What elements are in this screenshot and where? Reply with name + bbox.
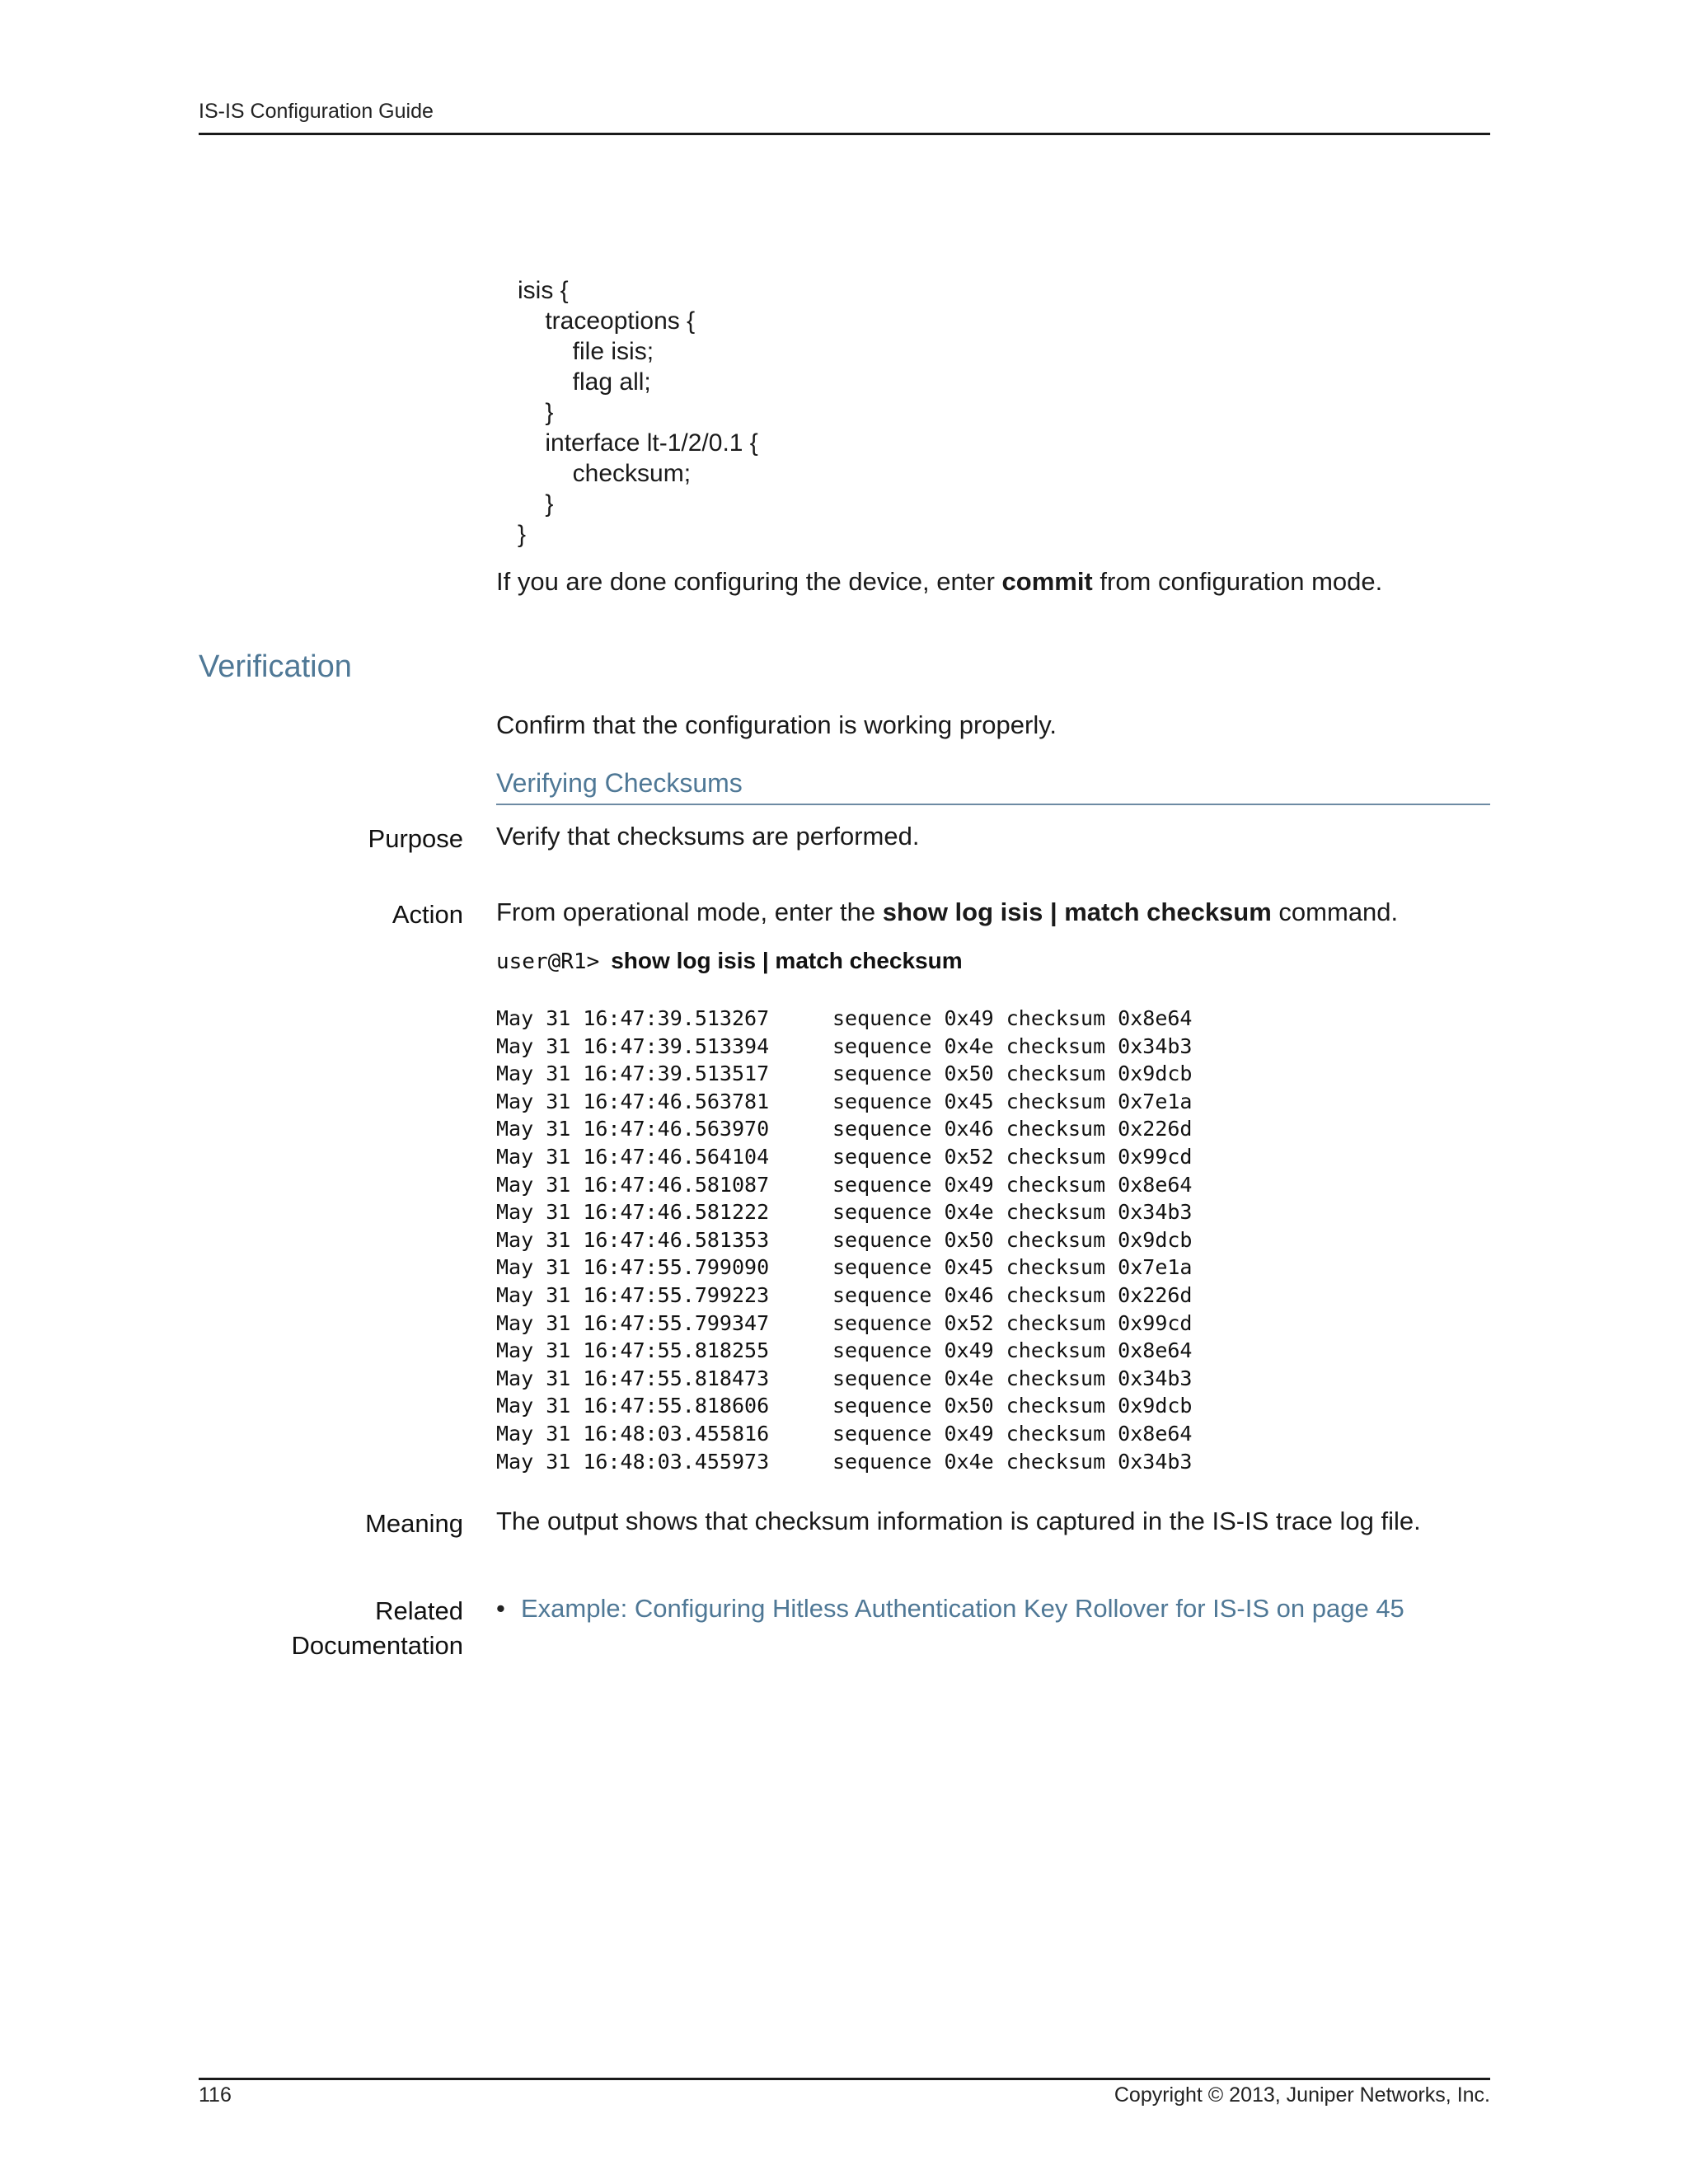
code-line: }: [518, 399, 554, 426]
page-number: 116: [199, 2083, 232, 2107]
action-label: Action: [392, 900, 463, 929]
cli-command-line: [496, 948, 963, 974]
bullet: •: [496, 1594, 505, 1623]
meaning-text: The output shows that checksum information is captured in the IS-IS trace log file.: [496, 1507, 1421, 1535]
code-line: interface lt-1/2/0.1 {: [518, 429, 758, 457]
purpose-text: Verify that checksums are performed.: [496, 822, 920, 851]
log-line: May 31 16:47:46.563970 sequence 0x46 checksum 0x226d: [496, 1117, 1193, 1141]
log-line: May 31 16:47:46.581353 sequence 0x50 checksum 0x9dcb: [496, 1227, 1193, 1252]
config-code-block: [518, 275, 758, 550]
log-line: May 31 16:47:55.818255 sequence 0x49 checksum 0x8e64: [496, 1338, 1193, 1363]
header-rule: [199, 133, 1490, 135]
log-output: [496, 1005, 1193, 1475]
footer-rule: [199, 2078, 1490, 2080]
code-line: traceoptions {: [518, 307, 696, 335]
meaning-label: Meaning: [365, 1509, 463, 1538]
log-line: May 31 16:47:55.799090 sequence 0x45 checksum 0x7e1a: [496, 1255, 1193, 1280]
commit-text-before: If you are done configuring the device, enter: [496, 567, 1002, 596]
log-line: May 31 16:48:03.455973 sequence 0x4e checksum 0x34b3: [496, 1449, 1193, 1474]
related-documentation-label: [199, 1594, 463, 1663]
log-line: May 31 16:47:55.799347 sequence 0x52 checksum 0x99cd: [496, 1310, 1193, 1335]
cli-prompt: user@R1>: [496, 949, 600, 974]
verifying-checksums-heading: Verifying Checksums: [496, 768, 743, 798]
cli-typed-command: show log isis | match checksum: [611, 948, 963, 973]
log-line: May 31 16:47:55.818606 sequence 0x50 checksum 0x9dcb: [496, 1394, 1193, 1418]
log-line: May 31 16:47:55.799223 sequence 0x46 checksum 0x226d: [496, 1282, 1193, 1307]
related-documentation-list: [496, 1594, 1404, 1624]
copyright-notice: Copyright © 2013, Juniper Networks, Inc.: [1114, 2083, 1490, 2107]
subheading-rule: [496, 804, 1490, 805]
code-line: checksum;: [518, 460, 692, 487]
log-line: May 31 16:47:46.581087 sequence 0x49 checksum 0x8e64: [496, 1172, 1193, 1197]
code-line: file isis;: [518, 338, 654, 365]
verification-intro: Confirm that the configuration is working properly.: [496, 710, 1057, 739]
log-line: May 31 16:48:03.455816 sequence 0x49 checksum 0x8e64: [496, 1421, 1193, 1446]
related-doc-link[interactable]: Example: Configuring Hitless Authentication Key Rollover for IS-IS on page 45: [521, 1594, 1404, 1623]
commit-instruction: [496, 567, 1382, 597]
related-label-line1: Related: [375, 1596, 463, 1625]
action-text-after: command.: [1271, 898, 1399, 926]
commit-command: commit: [1001, 567, 1093, 596]
commit-text-after: from configuration mode.: [1092, 567, 1383, 596]
code-line: flag all;: [518, 368, 651, 396]
log-line: May 31 16:47:39.513394 sequence 0x4e checksum 0x34b3: [496, 1033, 1193, 1058]
action-text: [496, 898, 1398, 927]
log-line: May 31 16:47:39.513267 sequence 0x49 checksum 0x8e64: [496, 1006, 1193, 1030]
verification-heading: Verification: [199, 649, 352, 684]
action-command: show log isis | match checksum: [882, 898, 1272, 926]
running-header: IS-IS Configuration Guide: [199, 100, 434, 123]
log-line: May 31 16:47:46.564104 sequence 0x52 checksum 0x99cd: [496, 1144, 1193, 1169]
code-line: isis {: [518, 277, 569, 304]
purpose-label: Purpose: [368, 824, 463, 853]
log-line: May 31 16:47:46.581222 sequence 0x4e checksum 0x34b3: [496, 1200, 1193, 1225]
log-line: May 31 16:47:55.818473 sequence 0x4e checksum 0x34b3: [496, 1366, 1193, 1390]
action-text-before: From operational mode, enter the: [496, 898, 883, 926]
related-label-line2: Documentation: [291, 1631, 463, 1660]
code-line: }: [518, 521, 527, 548]
code-line: }: [518, 490, 554, 518]
log-line: May 31 16:47:39.513517 sequence 0x50 checksum 0x9dcb: [496, 1062, 1193, 1086]
log-line: May 31 16:47:46.563781 sequence 0x45 checksum 0x7e1a: [496, 1089, 1193, 1113]
